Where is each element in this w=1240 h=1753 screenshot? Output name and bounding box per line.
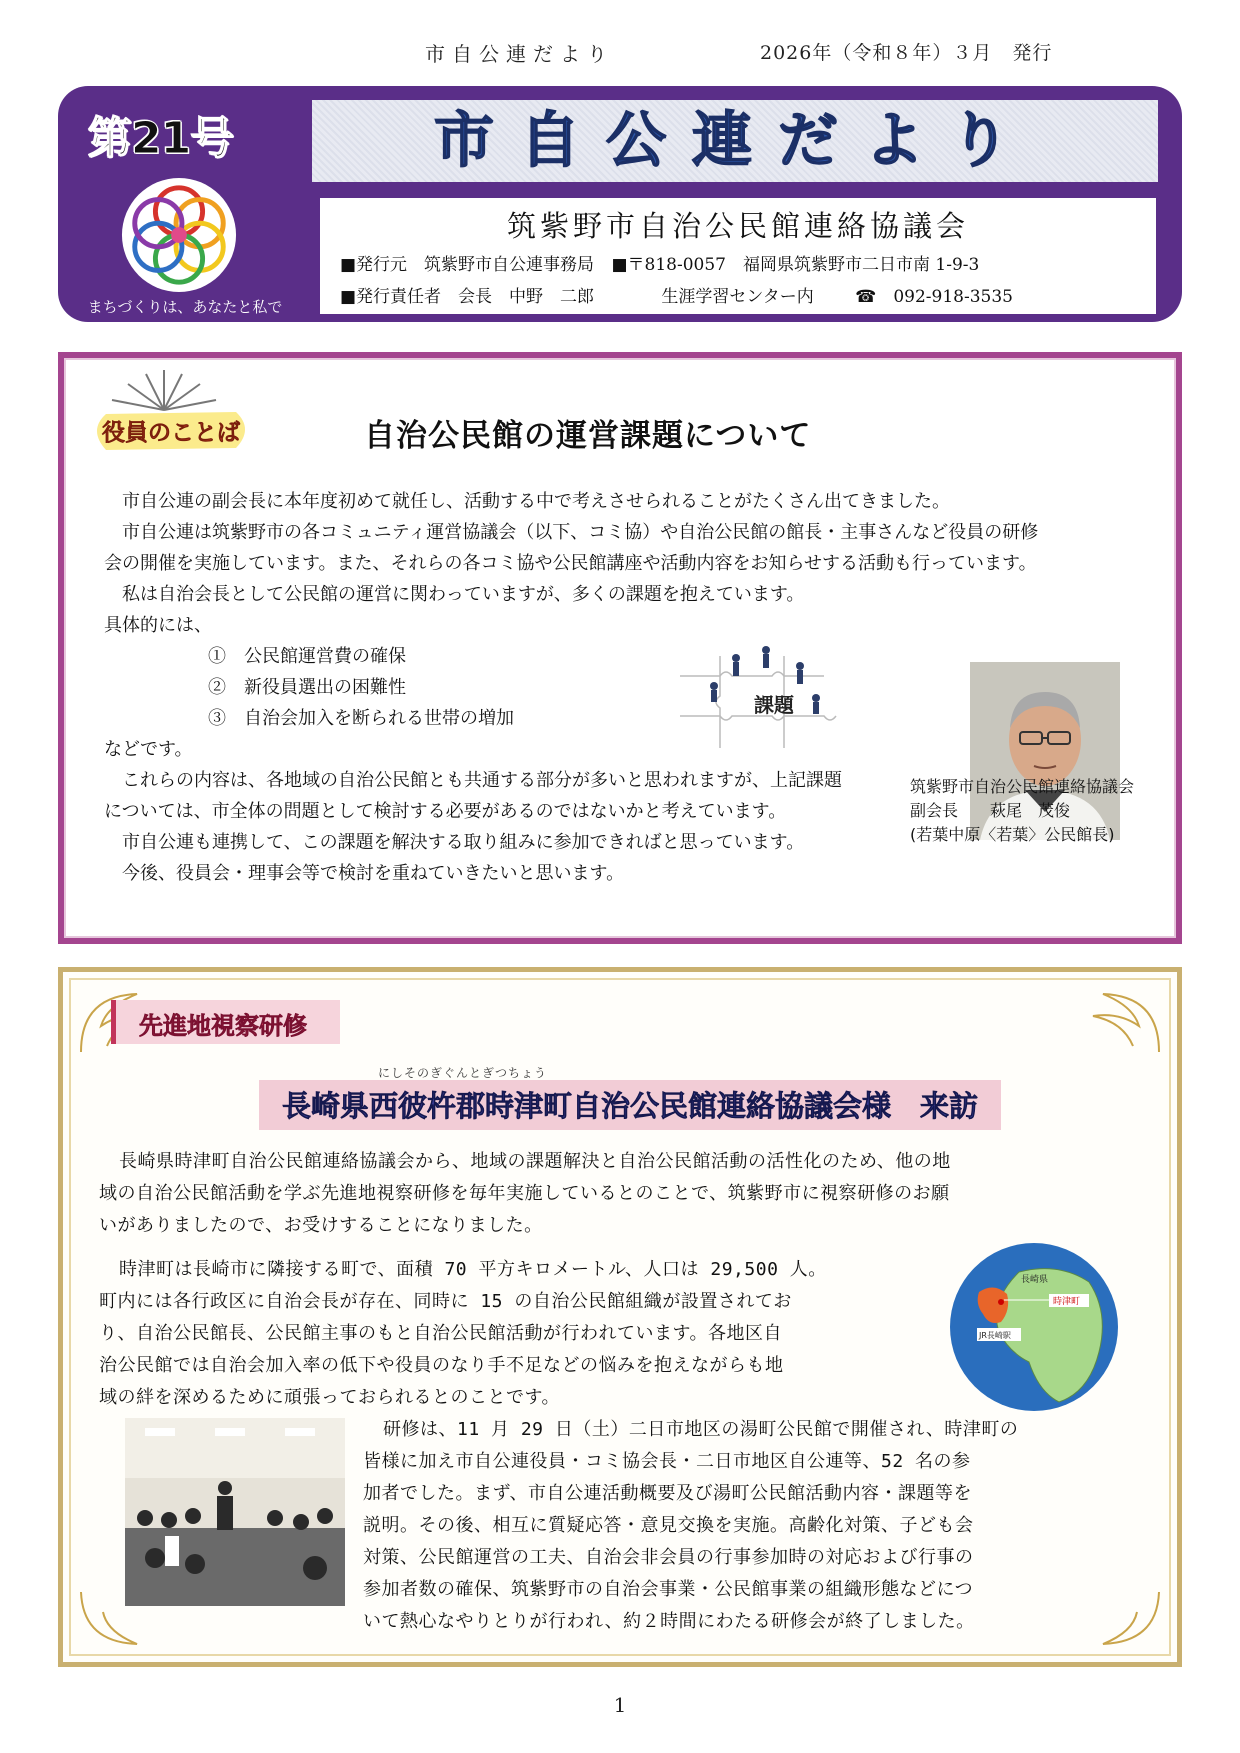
paragraph-line: 加者でした。まず、市自公連活動概要及び湯町公民館活動内容・課題等を — [363, 1483, 973, 1504]
officer-badge: 役員のことば — [102, 420, 240, 446]
masthead — [58, 86, 1182, 322]
kyushu-map-icon — [949, 1242, 1119, 1412]
officer-message-section — [58, 352, 1182, 944]
postal-address: ■〒818-0057 福岡県筑紫野市二日市南 1-9-3 — [611, 255, 980, 275]
paragraph: 具体的には、 — [104, 615, 212, 636]
section1-body — [104, 486, 1038, 889]
issue-number: 第21号 — [88, 113, 234, 164]
paragraph-line: 長崎県時津町自治公民館連絡協議会から、地域の課題解決と自治公民館活動の活性化のため、他の地 — [119, 1151, 951, 1172]
masthead-title: 市自公連だより — [434, 106, 1036, 176]
paragraph-line: り、自治公民館長、公民館主事のもと自治公民館活動が行われています。各地区自 — [99, 1323, 783, 1344]
slogan: まちづくりは、あなたと私で — [87, 298, 283, 316]
map-label-town: 時津町 — [1053, 1297, 1081, 1307]
paragraph: 市自公連も連携して、この課題を解決する取り組みに参加できればと思っています。 — [122, 832, 805, 853]
list-item: ① 公民館運営費の確保 — [208, 646, 406, 667]
caption-name: 副会長 萩尾 茂俊 — [910, 801, 1071, 820]
title-ruby: にしそのぎぐんとぎつちょう — [378, 1066, 548, 1080]
paragraph-line: 皆様に加え市自公連役員・コミ協会長・二日市地区自公連等、52 名の参 — [363, 1451, 971, 1472]
flower-logo-icon — [120, 176, 238, 294]
paragraph: 私は自治会長として公民館の運営に関わっていますが、多くの課題を抱えています。 — [122, 584, 805, 605]
section2-paragraph-2 — [99, 1254, 827, 1414]
publisher: ■発行元 筑紫野市自公連事務局 — [340, 255, 595, 275]
section2-title: 長崎県西彼杵郡時津町自治公民館連絡協議会様 来訪 — [281, 1089, 978, 1123]
paragraph-line: 時津町は長崎市に隣接する町で、面積 70 平方キロメートル、人口は 29,500 人。 — [119, 1259, 827, 1280]
paragraph-line: いて熱心なやりとりが行われ、約２時間にわたる研修会が終了しました。 — [363, 1611, 975, 1632]
info-line-1 — [340, 250, 979, 275]
paragraph-line: 参加者数の確保、筑紫野市の自治会事業・公民館事業の組織形態などにつ — [363, 1579, 974, 1600]
info-line-2 — [340, 282, 1013, 307]
corner-flourish-icon — [1073, 1588, 1163, 1648]
paragraph-line: 町内には各行政区に自治会長が存在、同時に 15 の自治公民館組織が設置されてお — [99, 1291, 792, 1312]
meeting-room-photo-icon — [125, 1418, 345, 1606]
puzzle-illustration-icon — [676, 636, 846, 756]
center-name: 生涯学習センター内 — [661, 287, 814, 307]
caption-role: (若葉中原〈若葉〉公民館長) — [910, 825, 1115, 844]
paragraph: これらの内容は、各地域の自治公民館とも共通する部分が多いと思われますが、上記課題 — [122, 770, 842, 791]
title-box — [312, 100, 1158, 182]
puzzle-label: 課題 — [754, 693, 794, 717]
map-label-prefecture: 長崎県 — [1021, 1275, 1049, 1285]
phone-number: ☎ 092-918-3535 — [855, 287, 1013, 307]
paragraph: 市自公連の副会長に本年度初めて就任し、活動する中で考えさせられることがたくさん出てきました。 — [122, 491, 950, 512]
paragraph-line: 対策、公民館運営の工夫、自治会非会員の行事参加時の対応および行事の — [363, 1547, 974, 1568]
organization-name: 筑紫野市自治公民館連絡協議会 — [506, 209, 969, 243]
corner-flourish-icon — [1043, 986, 1163, 1056]
running-header — [0, 38, 1240, 68]
section1-title: 自治公民館の運営課題について — [364, 418, 812, 454]
paragraph-line: 治公民館では自治会加入率の低下や役員のなり手不足などの悩みを抱えながらも地 — [99, 1355, 784, 1376]
paragraph: 今後、役員会・理事会等で検討を重ねていきたいと思います。 — [122, 863, 625, 884]
publisher-info — [320, 198, 1156, 314]
paragraph-line: いがありましたので、お受けすることになりました。 — [99, 1215, 543, 1236]
paragraph-line: 説明。その後、相互に質疑応答・意見交換を実施。高齢化対策、子ども会 — [363, 1515, 974, 1536]
paragraph: については、市全体の問題として検討する必要があるのではないかと考えています。 — [104, 801, 787, 822]
paragraph-line: 域の絆を深めるために頑張っておられるとのことです。 — [99, 1387, 561, 1408]
paragraph: などです。 — [104, 739, 193, 760]
list-item: ③ 自治会加入を断られる世帯の増加 — [208, 708, 514, 729]
map-label-station: JR長崎駅 — [979, 1331, 1011, 1340]
inspection-training-section — [58, 967, 1182, 1667]
list-item: ② 新役員選出の困難性 — [208, 677, 406, 698]
section2-paragraph-3 — [363, 1414, 1018, 1638]
caption-organization: 筑紫野市自治公民館連絡協議会 — [910, 777, 1135, 796]
running-header-date: 2026年（令和８年）３月 発行 — [760, 42, 1053, 64]
responsible-person: ■発行責任者 会長 中野 二郎 — [340, 287, 595, 307]
meeting-photo — [125, 1418, 345, 1606]
training-badge: 先進地視察研修 — [139, 1012, 307, 1040]
paragraph: 市自公連は筑紫野市の各コミュニティ運営協議会（以下、コミ協）や自治公民館の館長・主事さんなど役員の研修 — [122, 522, 1039, 543]
paragraph-line: 域の自治公民館活動を学ぶ先進地視察研修を毎年実施しているとのことで、筑紫野市に視察研修のお願 — [99, 1183, 950, 1204]
paragraph: 会の開催を実施しています。また、それらの各コミ協や公民館講座や活動内容をお知らせする活動も行っています。 — [104, 553, 1037, 574]
paragraph-line: 研修は、11 月 29 日（土）二日市地区の湯町公民館で開催され、時津町の — [383, 1419, 1019, 1440]
running-header-name: 市自公連だより — [425, 42, 614, 66]
page-number: 1 — [613, 1693, 627, 1717]
section2-paragraph-1 — [99, 1146, 951, 1242]
